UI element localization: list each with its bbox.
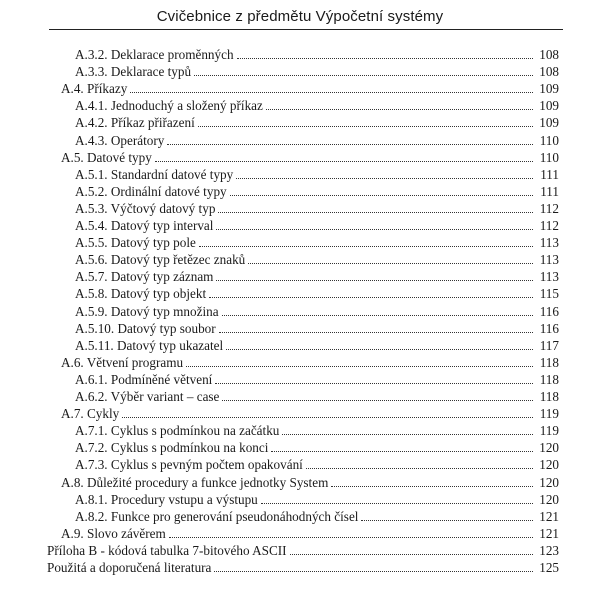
toc-entry: [0, 319, 600, 336]
toc-entry: [0, 216, 600, 233]
header-rule: [49, 29, 563, 30]
toc-entry-label: Použitá a doporučená literatura: [47, 560, 212, 575]
toc-entry-page-number: 108: [539, 47, 559, 62]
toc-entry: [0, 165, 600, 182]
toc-entry-label: A.9. Slovo závěrem: [61, 525, 166, 541]
toc-entry-page-number: 121: [539, 525, 559, 541]
toc-entry: [0, 233, 600, 250]
toc-dot-leader: [209, 296, 533, 298]
toc-entry-page-number: 121: [539, 508, 559, 524]
toc-entry-label: A.5.4. Datový typ interval: [75, 218, 214, 233]
toc-entry: [0, 148, 600, 165]
toc-entry-label: A.5.7. Datový typ záznam: [75, 269, 214, 285]
toc-dot-leader: [216, 279, 533, 281]
toc-entry-page-number: 108: [539, 64, 559, 80]
toc-entry-label: A.4. Příkazy: [61, 81, 128, 97]
toc-entry-label: A.4.3. Operátory: [75, 132, 165, 148]
toc-dot-leader: [226, 348, 533, 350]
toc-dot-leader: [219, 331, 533, 333]
toc-entry-label: A.5.3. Výčtový datový typ: [75, 200, 216, 216]
toc-dot-leader: [198, 125, 533, 127]
toc-entry: [0, 353, 600, 370]
toc-dot-leader: [155, 160, 533, 162]
toc-entry-label: A.5.9. Datový typ množina: [75, 303, 219, 319]
toc-entry: [0, 199, 600, 216]
toc-entry-page-number: 109: [539, 115, 559, 131]
toc-entry-label: A.4.1. Jednoduchý a složený příkaz: [75, 98, 263, 114]
toc-entry-label: A.8.2. Funkce pro generování pseudonáhodných čísel: [75, 508, 359, 524]
toc-dot-leader: [306, 467, 533, 469]
toc-entry-page-number: 113: [539, 252, 559, 268]
toc-entry-page-number: 109: [539, 98, 559, 114]
page-header: [0, 0, 600, 30]
toc-entry-label: A.7.2. Cyklus s podmínkou na konci: [75, 440, 269, 456]
toc-dot-leader: [248, 262, 533, 264]
toc-entry: [0, 96, 600, 113]
toc-entry-page-number: 125: [539, 560, 559, 575]
toc-dot-leader: [331, 485, 533, 487]
toc-entry: [0, 370, 600, 387]
toc-entry: [0, 62, 600, 79]
toc-entry-page-number: 123: [539, 542, 559, 558]
toc-entry-label: A.5.2. Ordinální datové typy: [75, 183, 227, 199]
toc-entry-label: A.8.1. Procedury vstupu a výstupu: [75, 491, 258, 507]
toc-entry: [0, 438, 600, 455]
toc-entry-page-number: 120: [539, 457, 559, 473]
toc-dot-leader: [199, 245, 533, 247]
toc-dot-leader: [261, 502, 533, 504]
toc-dot-leader: [361, 519, 533, 521]
toc-entry: [0, 267, 600, 284]
toc-entry: [0, 558, 600, 575]
toc-entry: [0, 507, 600, 524]
toc-entry-page-number: 109: [539, 81, 559, 97]
toc-dot-leader: [214, 570, 533, 572]
toc-entry-page-number: 120: [539, 491, 559, 507]
toc-entry-label: Příloha B - kódová tabulka 7-bitového ASCII: [47, 542, 287, 558]
toc-dot-leader: [167, 143, 533, 145]
toc-entry-label: A.5.8. Datový typ objekt: [75, 286, 207, 302]
toc-entry-label: A.5.5. Datový typ pole: [75, 235, 196, 251]
toc-entry-label: A.4.2. Příkaz přiřazení: [75, 115, 195, 131]
toc-dot-leader: [130, 91, 533, 93]
toc-dot-leader: [169, 536, 533, 538]
toc-dot-leader: [215, 382, 533, 384]
toc-entry-label: A.3.2. Deklarace proměnných: [75, 47, 234, 62]
toc-entry: [0, 182, 600, 199]
toc-entry: [0, 387, 600, 404]
toc-entry-label: A.7.3. Cyklus s pevným počtem opakování: [75, 457, 303, 473]
toc-entry-page-number: 111: [540, 183, 559, 199]
toc-entry: [0, 541, 600, 558]
toc-entry: [0, 404, 600, 421]
toc-entry-page-number: 120: [539, 440, 559, 456]
toc-entry: [0, 302, 600, 319]
toc-dot-leader: [186, 365, 533, 367]
toc-entry: [0, 284, 600, 301]
toc-entry-label: A.5.11. Datový typ ukazatel: [75, 337, 224, 353]
toc-dot-leader: [290, 553, 533, 555]
running-header-title: Cvičebnice z předmětu Výpočetní systémy: [156, 8, 444, 25]
toc-dot-leader: [222, 399, 533, 401]
toc-dot-leader: [230, 194, 533, 196]
toc-entry: [0, 455, 600, 472]
toc-entry-label: A.8. Důležité procedury a funkce jednotky System: [61, 474, 329, 490]
toc-entry-page-number: 119: [539, 406, 559, 422]
toc-entry-label: A.5. Datové typy: [61, 149, 152, 165]
toc-entry: [0, 45, 600, 62]
toc-entry-label: A.6.1. Podmíněné větvení: [75, 371, 213, 387]
toc-entry-page-number: 116: [539, 303, 559, 319]
toc-entry-page-number: 119: [539, 423, 559, 439]
toc-entry-page-number: 112: [539, 200, 559, 216]
toc-entry: [0, 490, 600, 507]
toc-entry: [0, 113, 600, 130]
toc-entry: [0, 473, 600, 490]
toc-dot-leader: [218, 211, 533, 213]
toc-entry-label: A.5.6. Datový typ řetězec znaků: [75, 252, 246, 268]
toc-dot-leader: [122, 416, 533, 418]
toc-entry-page-number: 110: [539, 149, 559, 165]
toc-entry: [0, 336, 600, 353]
toc-entry-page-number: 118: [539, 371, 559, 387]
toc-entry-label: A.3.3. Deklarace typů: [75, 64, 192, 80]
toc-dot-leader: [282, 433, 533, 435]
toc-dot-leader: [237, 57, 533, 59]
toc-entry-page-number: 113: [539, 269, 559, 285]
toc-entry: [0, 524, 600, 541]
toc-entry-page-number: 117: [539, 337, 559, 353]
toc-entry-page-number: 118: [539, 354, 559, 370]
toc-entry: [0, 421, 600, 438]
toc-entry-page-number: 120: [539, 474, 559, 490]
toc-entry-page-number: 112: [539, 218, 559, 233]
toc-entry: [0, 79, 600, 96]
toc-entry: [0, 131, 600, 148]
toc-dot-leader: [222, 314, 533, 316]
toc-entry-page-number: 115: [539, 286, 559, 302]
toc-entry-label: A.7. Cykly: [61, 406, 120, 422]
toc-entry-page-number: 110: [539, 132, 559, 148]
toc-entry-page-number: 113: [539, 235, 559, 251]
toc-dot-leader: [271, 450, 533, 452]
toc-entry-label: A.7.1. Cyklus s podmínkou na začátku: [75, 423, 280, 439]
toc-entry-label: A.5.10. Datový typ soubor: [75, 320, 216, 336]
toc-entry-label: A.6.2. Výběr variant – case: [75, 389, 220, 404]
toc-dot-leader: [266, 108, 533, 110]
toc-entry-label: A.5.1. Standardní datové typy: [75, 166, 234, 182]
toc-entry-page-number: 111: [540, 166, 559, 182]
toc-dot-leader: [236, 177, 533, 179]
toc-dot-leader: [216, 228, 533, 230]
toc-entry-page-number: 118: [539, 389, 559, 404]
toc-entry-label: A.6. Větvení programu: [61, 354, 184, 370]
toc-dot-leader: [194, 74, 533, 76]
toc-entry: [0, 250, 600, 267]
toc-entry-page-number: 116: [539, 320, 559, 336]
